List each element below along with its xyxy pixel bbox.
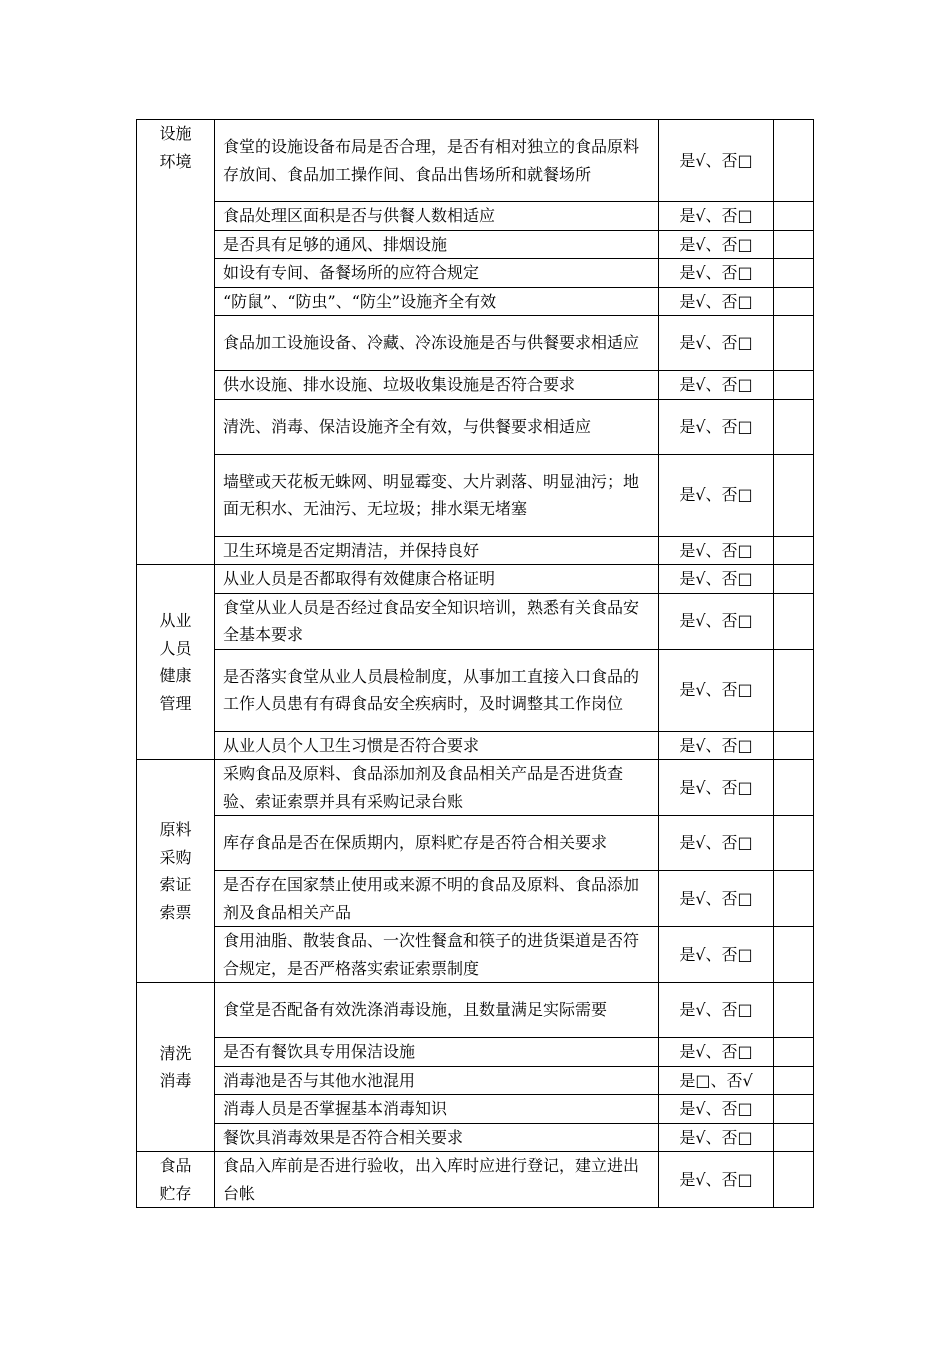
inspection-item: 食堂是否配备有效洗涤消毒设施，且数量满足实际需要 [215,983,659,1038]
answer-cell: 是√、否□ [659,816,774,871]
remarks-cell [774,593,814,649]
inspection-table [136,119,814,1208]
answer-cell: 是√、否□ [659,120,774,202]
category-label-line: 健康 [159,666,192,685]
inspection-item: 食品加工设施设备、冷藏、冷冻设施是否与供餐要求相适应 [215,316,659,371]
remarks-cell [774,259,814,288]
inspection-item: 墙壁或天花板无蛛网、明显霉变、大片剥落、明显油污；地面无积水、无油污、无垃圾；排水渠无堵塞 [215,454,659,536]
remarks-cell [774,927,814,983]
table-row [137,1066,814,1095]
inspection-item: 供水设施、排水设施、垃圾收集设施是否符合要求 [215,371,659,400]
category-cell [137,983,215,1152]
category-label-line: 人员 [159,638,192,658]
category-cell [137,1152,215,1208]
remarks-cell [774,1152,814,1208]
remarks-cell [774,1095,814,1124]
remarks-cell [774,1123,814,1152]
table-row [137,536,814,565]
remarks-cell [774,871,814,927]
remarks-cell [774,565,814,594]
answer-cell: 是√、否□ [659,565,774,594]
remarks-cell [774,1066,814,1095]
category-label-line: 设施 [159,124,192,143]
inspection-item: 是否具有足够的通风、排烟设施 [215,230,659,259]
remarks-cell [774,1038,814,1067]
inspection-table-body [137,120,814,1208]
category-label-line: 消毒 [159,1071,192,1090]
inspection-item: 消毒人员是否掌握基本消毒知识 [215,1095,659,1124]
table-row [137,1038,814,1067]
remarks-cell [774,649,814,731]
category-label-line: 清洗 [159,1043,192,1063]
remarks-cell [774,536,814,565]
inspection-item: 如设有专间、备餐场所的应符合规定 [215,259,659,288]
table-row [137,565,814,594]
inspection-item: 是否存在国家禁止使用或来源不明的食品及原料、食品添加剂及食品相关产品 [215,871,659,927]
table-row [137,1152,814,1208]
remarks-cell [774,731,814,760]
table-row [137,371,814,400]
answer-cell: 是√、否□ [659,399,774,454]
category-label-line: 管理 [159,693,192,713]
answer-cell: 是√、否□ [659,649,774,731]
inspection-item: 消毒池是否与其他水池混用 [215,1066,659,1095]
table-row [137,983,814,1038]
answer-cell: 是√、否□ [659,316,774,371]
table-row [137,731,814,760]
category-label-line: 贮存 [159,1183,192,1203]
remarks-cell [774,983,814,1038]
remarks-cell [774,120,814,202]
answer-cell: 是√、否□ [659,871,774,927]
remarks-cell [774,454,814,536]
answer-cell: 是√、否□ [659,371,774,400]
category-label-line: 采购 [159,847,192,867]
table-row [137,593,814,649]
answer-cell: 是√、否□ [659,983,774,1038]
remarks-cell [774,202,814,231]
table-row [137,816,814,871]
table-row [137,454,814,536]
table-row [137,399,814,454]
answer-cell: 是√、否□ [659,536,774,565]
answer-cell: 是√、否□ [659,1152,774,1208]
inspection-item: 食品入库前是否进行验收，出入库时应进行登记，建立进出台帐 [215,1152,659,1208]
answer-cell: 是√、否□ [659,287,774,316]
category-label-line: 原料 [159,820,192,839]
table-row [137,927,814,983]
inspection-item: 食品处理区面积是否与供餐人数相适应 [215,202,659,231]
inspection-item: 从业人员是否都取得有效健康合格证明 [215,565,659,594]
category-label-line: 从业 [159,611,192,630]
table-row [137,120,814,202]
inspection-item: 食堂的设施设备布局是否合理，是否有相对独立的食品原料存放间、食品加工操作间、食品出售场所和就餐场所 [215,120,659,202]
answer-cell: 是√、否□ [659,202,774,231]
inspection-item: 库存食品是否在保质期内，原料贮存是否符合相关要求 [215,816,659,871]
remarks-cell [774,760,814,816]
remarks-cell [774,371,814,400]
answer-cell: 是√、否□ [659,454,774,536]
remarks-cell [774,287,814,316]
category-cell [137,120,215,565]
category-cell [137,565,215,760]
remarks-cell [774,816,814,871]
remarks-cell [774,399,814,454]
inspection-item: 是否有餐饮具专用保洁设施 [215,1038,659,1067]
answer-cell: 是√、否□ [659,230,774,259]
answer-cell: 是□、否√ [659,1066,774,1095]
inspection-item: “防鼠”、“防虫”、“防尘”设施齐全有效 [215,287,659,316]
answer-cell: 是√、否□ [659,1123,774,1152]
remarks-cell [774,230,814,259]
answer-cell: 是√、否□ [659,927,774,983]
inspection-item: 是否落实食堂从业人员晨检制度，从事加工直接入口食品的工作人员患有有碍食品安全疾病时，及时调整其工作岗位 [215,649,659,731]
answer-cell: 是√、否□ [659,1038,774,1067]
table-row [137,1095,814,1124]
answer-cell: 是√、否□ [659,731,774,760]
answer-cell: 是√、否□ [659,760,774,816]
answer-cell: 是√、否□ [659,593,774,649]
category-cell [137,760,215,983]
table-row [137,259,814,288]
table-row [137,760,814,816]
remarks-cell [774,316,814,371]
category-label-line: 索证 [159,875,192,894]
inspection-item: 餐饮具消毒效果是否符合相关要求 [215,1123,659,1152]
table-row [137,871,814,927]
inspection-item: 采购食品及原料、食品添加剂及食品相关产品是否进货查验、索证索票并具有采购记录台账 [215,760,659,816]
answer-cell: 是√、否□ [659,1095,774,1124]
category-label-line: 食品 [159,1156,192,1175]
inspection-item: 卫生环境是否定期清洁，并保持良好 [215,536,659,565]
category-label-line: 索票 [159,902,192,922]
table-row [137,287,814,316]
table-row [137,1123,814,1152]
table-row [137,649,814,731]
inspection-item: 食用油脂、散装食品、一次性餐盒和筷子的进货渠道是否符合规定，是否严格落实索证索票制度 [215,927,659,983]
inspection-item: 清洗、消毒、保洁设施齐全有效，与供餐要求相适应 [215,399,659,454]
answer-cell: 是√、否□ [659,259,774,288]
table-row [137,230,814,259]
inspection-item: 食堂从业人员是否经过食品安全知识培训，熟悉有关食品安全基本要求 [215,593,659,649]
table-row [137,316,814,371]
inspection-item: 从业人员个人卫生习惯是否符合要求 [215,731,659,760]
category-label-line: 环境 [159,151,192,171]
table-row [137,202,814,231]
